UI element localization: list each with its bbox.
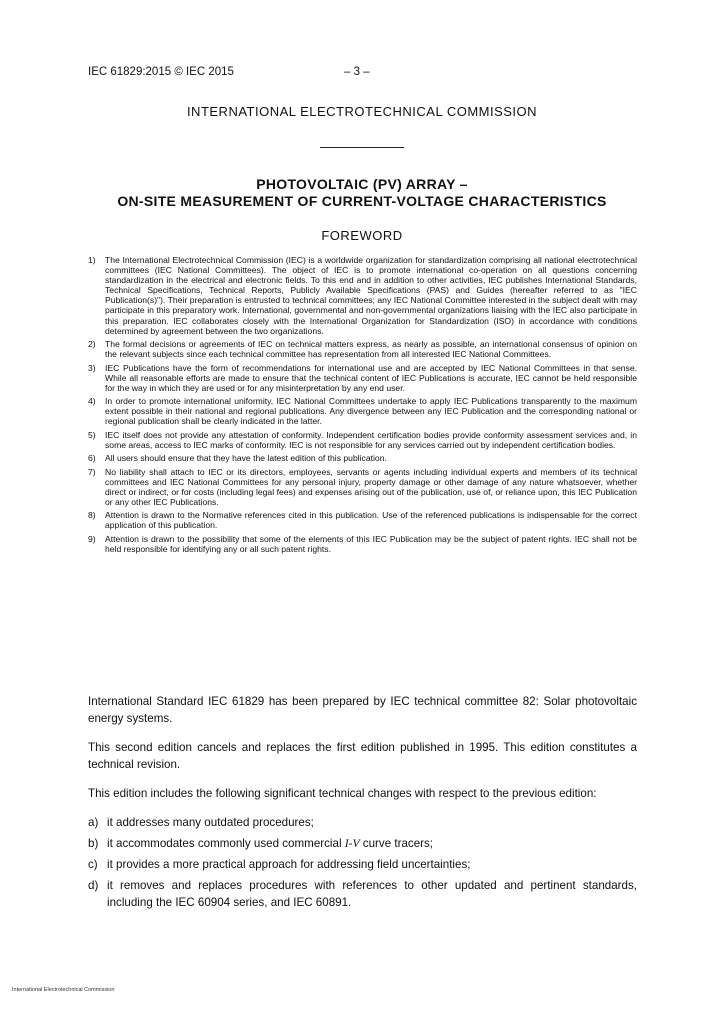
foreword-item-text: In order to promote international uniformity, IEC National Committees undertake to apply IEC Publications transparently to the maximum extent possible in their national and regional publications. Any divergence between any IEC Publication and the corresponding national or regional publication shall be clearly indicated in the latter.	[105, 396, 637, 427]
foreword-item	[88, 534, 637, 554]
foreword-list	[88, 255, 637, 557]
change-letter: c)	[88, 858, 98, 871]
foreword-item-number: 6)	[88, 453, 96, 464]
foreword-heading: FOREWORD	[321, 228, 403, 243]
paragraph-changes-intro: This edition includes the following significant technical changes with respect to the previous edition:	[88, 787, 597, 800]
foreword-item	[88, 396, 637, 426]
title-line-2: ON-SITE MEASUREMENT OF CURRENT-VOLTAGE CHARACTERISTICS	[117, 193, 607, 209]
foreword-item-text: Attention is drawn to the Normative references cited in this publication. Use of the referenced publications is indispensable for the correct application of this publication.	[105, 510, 637, 531]
document-title	[0, 176, 724, 210]
foreword-item-number: 8)	[88, 510, 96, 521]
changes-list	[88, 814, 637, 911]
foreword-item-number: 3)	[88, 362, 96, 373]
foreword-item-number: 9)	[88, 533, 96, 544]
foreword-item-text: Attention is drawn to the possibility that some of the elements of this IEC Publication may be the subject of patent rights. IEC shall not be held responsible for identifying any or all such patent rights.	[105, 533, 637, 554]
paragraph-edition-replaces: This second edition cancels and replaces the first edition published in 1995. This edition constitutes a technical revision.	[88, 741, 637, 771]
foreword-item-text: No liability shall attach to IEC or its directors, employees, servants or agents including individual experts and members of its technical committees and IEC National Committees for any personal injury, property damage or other damage of any nature whatsoever, whether direct or indirect, or for costs (including legal fees) and expenses arising out of the publication, use of, or reliance upon, this IEC Publication or any other IEC Publications.	[105, 466, 637, 507]
change-item	[88, 856, 637, 873]
change-text-post: curve tracers;	[359, 837, 434, 850]
change-text: it removes and replaces procedures with references to other updated and pertinent standards, including the IEC 60904 series, and IEC 60891.	[107, 879, 637, 909]
change-letter: a)	[88, 816, 99, 829]
foreword-item-number: 1)	[88, 255, 96, 265]
iv-term: I-V	[344, 837, 360, 850]
foreword-item	[88, 430, 637, 450]
foreword-item-text: All users should ensure that they have the latest edition of this publication.	[105, 453, 387, 464]
foreword-item	[88, 363, 637, 393]
foreword-item-text: The International Electrotechnical Commission (IEC) is a worldwide organization for standardization comprising all national electrotechnical committees (IEC National Committees). The object of IEC is to promote international co-operation on all questions concerning standardization in the electrical and electronic fields. To this end and in addition to other activities, IEC publishes International Standards, Technical Specifications, Technical Reports, Publicly Available Specifications (PAS) and Guides (hereafter referred to as "IEC Publication(s)"). Their preparation is entrusted to technical committees; any IEC National Committee interested in the subject dealt with may participate in this preparatory work. International, governmental and non-governmental organizations liaising with the IEC also participate in this preparation. IEC collaborates closely with the International Organization for Standardization (ISO) in accordance with conditions determined by agreement between the two organizations.	[105, 255, 637, 336]
organization-name: INTERNATIONAL ELECTROTECHNICAL COMMISSION	[186, 104, 538, 119]
foreword-item	[88, 510, 637, 530]
foreword-item-number: 5)	[88, 429, 96, 440]
title-line-1: PHOTOVOLTAIC (PV) ARRAY –	[256, 176, 468, 192]
change-item	[88, 835, 637, 852]
change-text-pre: it accommodates commonly used commercial	[107, 837, 345, 850]
foreword-item-text: IEC Publications have the form of recommendations for international use and are accepted by IEC National Committees in that sense. While all reasonable efforts are made to ensure that the technical content of IEC Publications is accurate, IEC cannot be held responsible for the way in which they are used or for any misinterpretation by any end user.	[105, 362, 637, 393]
change-letter: d)	[88, 879, 99, 892]
change-item	[88, 877, 637, 911]
header-doc-id: IEC 61829:2015 © IEC 2015	[88, 66, 234, 78]
header-page-number: – 3 –	[344, 66, 370, 78]
footer-copyright: International Electrotechnical Commission	[12, 987, 115, 993]
change-text: it addresses many outdated procedures;	[107, 816, 314, 829]
body-text	[88, 693, 637, 915]
foreword-item	[88, 467, 637, 507]
foreword-item-number: 7)	[88, 466, 96, 477]
foreword-item-text: The formal decisions or agreements of IEC on technical matters express, as nearly as possible, an international consensus of opinion on the relevant subjects since each technical committee has representation from all interested IEC National Committees.	[105, 339, 637, 360]
paragraph-standard-prepared: International Standard IEC 61829 has been prepared by IEC technical committee 82: Solar photovoltaic energy systems.	[88, 695, 637, 725]
change-text: it provides a more practical approach for addressing field uncertainties;	[107, 858, 471, 871]
foreword-item	[88, 453, 637, 463]
foreword-item	[88, 339, 637, 359]
change-item	[88, 814, 637, 831]
foreword-item	[88, 255, 637, 336]
foreword-item-number: 4)	[88, 396, 96, 407]
change-letter: b)	[88, 837, 99, 850]
foreword-item-number: 2)	[88, 339, 96, 350]
title-divider	[320, 147, 404, 148]
foreword-item-text: IEC itself does not provide any attestation of conformity. Independent certification bodies provide conformity assessment services and, in some areas, access to IEC marks of conformity. IEC is not responsible for any services carried out by independent certification bodies.	[105, 429, 637, 450]
